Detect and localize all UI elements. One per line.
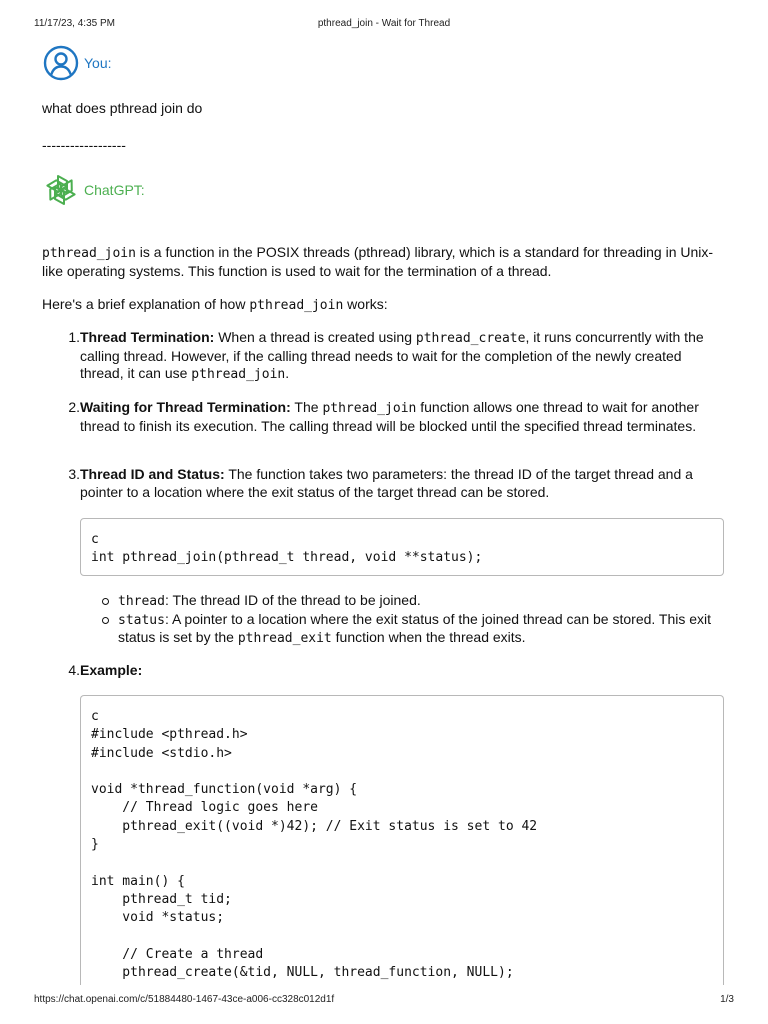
user-question: what does pthread join do <box>42 100 203 116</box>
list-number: 3. <box>68 466 80 482</box>
example-code-block <box>80 695 724 985</box>
list-item-text: function allows one thread to wait for another thread to finish its execution. The calling thread will be blocked until the specified thread terminates. <box>80 399 699 434</box>
list-number: 1. <box>68 329 80 345</box>
page-url: https://chat.openai.com/c/51884480-1467-43ce-a006-cc328c012d1f <box>34 994 335 1005</box>
assistant-speaker <box>42 171 145 209</box>
code-text: c #include <pthread.h> #include <stdio.h> void *thread_function(void *arg) { // Thread logic goes here pthread_exit((void *)42); // Exit status is set to 42 } int main() { pthread_t tid; void *status; // Create a thread pthread_create(&tid, NULL, thread_function, NULL); <box>91 709 538 981</box>
print-date: 11/17/23, 4:35 PM <box>34 18 115 29</box>
inline-code: pthread_join <box>249 298 344 313</box>
parameter-text: function when the thread exits. <box>331 629 526 645</box>
assistant-label: ChatGPT: <box>84 182 145 198</box>
code-text: c int pthread_join(pthread_t thread, void **status); <box>91 532 483 566</box>
inline-code: pthread_join <box>322 401 417 416</box>
parameter-text: : The thread ID of the thread to be joined. <box>164 592 421 608</box>
page-number: 1/3 <box>720 994 734 1005</box>
circle-bullet-icon <box>102 598 109 605</box>
inline-code: pthread_join <box>42 246 136 261</box>
list-item-title: Thread Termination: <box>80 329 215 345</box>
parameter-text: : A pointer to a location where the exit status of the joined thread can be stored. This exit status is set by the <box>118 610 712 645</box>
inline-code: pthread_create <box>415 331 526 346</box>
intro-paragraph <box>42 244 732 280</box>
list-item-body <box>80 662 725 680</box>
separator: ------------------ <box>42 137 126 153</box>
brief-text-after: works: <box>343 296 388 312</box>
inline-code: pthread_exit <box>237 631 332 646</box>
print-title: pthread_join - Wait for Thread <box>317 18 451 29</box>
user-label: You: <box>84 55 112 71</box>
list-item-title: Example: <box>80 662 143 678</box>
list-number: 2. <box>68 399 80 415</box>
inline-code: status <box>118 612 165 628</box>
list-item-text: When a thread is created using <box>214 329 416 345</box>
intro-text: is a function in the POSIX threads (pthread) library, which is a standard for threading in Unix-like operating systems. This function is used to wait for the termination of a thread. <box>42 244 714 279</box>
inline-code: pthread_join <box>191 367 286 382</box>
parameter-item <box>100 592 720 611</box>
list-item-text: The <box>290 399 323 415</box>
list-item-title: Waiting for Thread Termination: <box>80 399 291 415</box>
list-item-text: The function takes two parameters: the thread ID of the target thread and a pointer to a location where the exit status of the target thread can be stored. <box>80 466 693 500</box>
print-footer <box>34 994 734 1008</box>
list-item-text: , it runs concurrently with the calling thread. However, if the calling thread needs to wait for the completion of the newly created thread, it can use <box>80 329 704 381</box>
print-header <box>34 18 734 32</box>
list-item-body <box>80 466 725 501</box>
list-item-text: . <box>285 365 290 381</box>
signature-code-block <box>80 518 724 576</box>
list-number: 4. <box>68 662 80 678</box>
user-avatar-icon <box>42 44 80 82</box>
chatgpt-logo-icon <box>42 171 80 209</box>
circle-bullet-icon <box>102 617 109 624</box>
list-item-body <box>80 329 725 384</box>
brief-paragraph <box>42 296 732 315</box>
list-item-title: Thread ID and Status: <box>80 466 225 482</box>
inline-code: thread <box>118 594 165 609</box>
brief-text-before: Here's a brief explanation of how <box>42 296 250 312</box>
parameter-item <box>100 611 720 648</box>
list-item-body <box>80 399 725 435</box>
parameter-list <box>100 592 720 648</box>
user-speaker <box>42 44 112 82</box>
